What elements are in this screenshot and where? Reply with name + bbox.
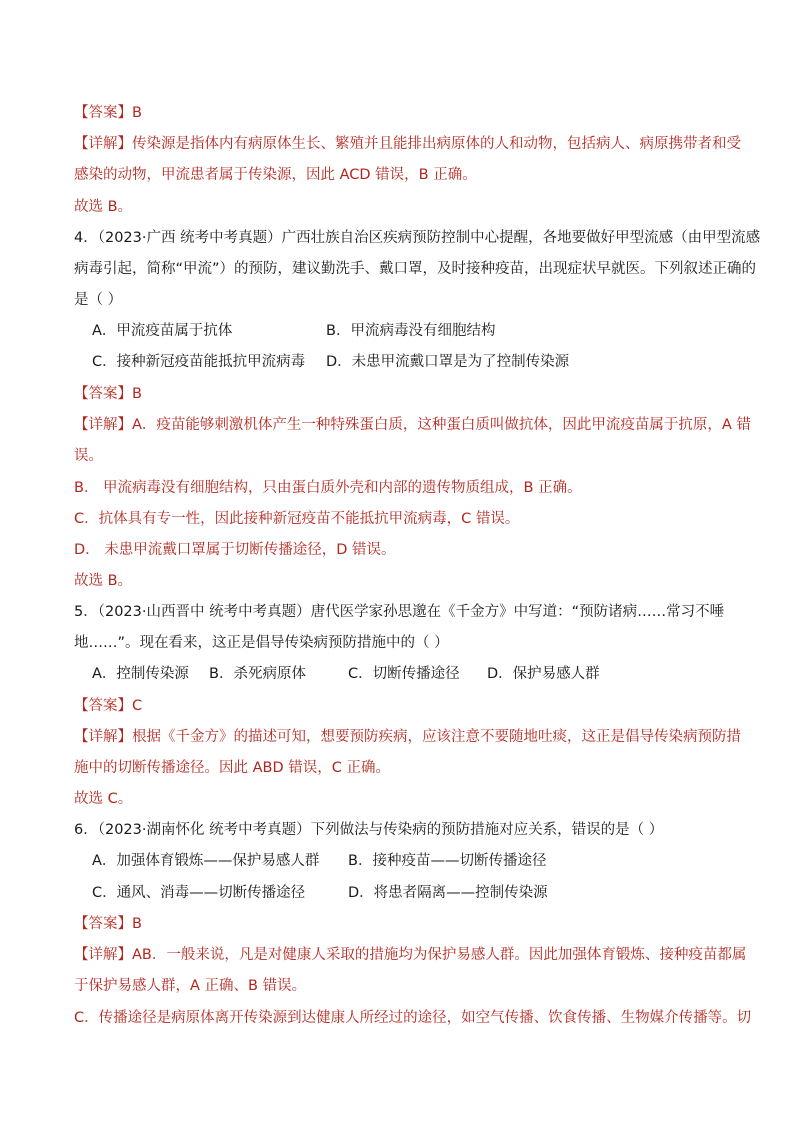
answer-value: B	[132, 105, 142, 121]
answer-value: B	[132, 916, 142, 932]
answer-tag: 【答案】	[74, 105, 132, 121]
detail-text: A．疫苗能够刺激机体产生一种特殊蛋白质，这种蛋白质叫做抗体，因此甲流疫苗属于抗原，A 错	[132, 417, 751, 433]
q4-option-d: D．未患甲流戴口罩是为了控制传染源	[326, 354, 570, 370]
q4-detail-b: B． 甲流病毒没有细胞结构，只由蛋白质外壳和内部的遗传物质组成，B 正确。	[74, 480, 582, 496]
q6-option-c: C．通风、消毒——切断传播途径	[92, 885, 306, 901]
answer-value: B	[132, 386, 142, 402]
q3-conclusion: 故选 B。	[74, 199, 133, 215]
q4-detail-line-1	[74, 415, 751, 435]
q6-option-d: D．将患者隔离——控制传染源	[348, 885, 548, 901]
detail-text: AB．一般来说，凡是对健康人采取的措施均为保护易感人群。因此加强体育锻炼、接种疫苗都属	[132, 947, 747, 963]
q4-conclusion: 故选 B。	[74, 573, 133, 589]
q5-option-c: C．切断传播途径	[348, 666, 460, 682]
q5-stem-line-1: 5．（2023·山西晋中 统考中考真题）唐代医学家孙思邈在《千金方》中写道：“预防诸病……常习不唾	[74, 604, 725, 620]
detail-tag: 【详解】	[74, 947, 132, 963]
detail-tag: 【详解】	[74, 417, 132, 433]
q4-stem-line-2: 病毒引起，简称“甲流”）的预防，建议勤洗手、戴口罩，及时接种疫苗，出现症状早就医。下列叙述正确的	[74, 261, 757, 277]
detail-tag: 【详解】	[74, 136, 132, 152]
q5-option-d: D．保护易感人群	[487, 666, 600, 682]
q5-conclusion: 故选 C。	[74, 791, 133, 807]
q4-stem-line-1: 4．（2023·广西 统考中考真题）广西壮族自治区疾病预防控制中心提醒，各地要做好甲型流感（由甲型流感	[74, 230, 761, 246]
q6-detail-line-2: 于保护易感人群，A 正确、B 错误。	[74, 978, 307, 994]
answer-tag: 【答案】	[74, 698, 132, 714]
q3-detail-line-2: 感染的动物，甲流患者属于传染源，因此 ACD 错误，B 正确。	[74, 167, 477, 183]
q5-detail-line-2: 施中的切断传播途径。因此 ABD 错误，C 正确。	[74, 760, 390, 776]
q6-stem-line-1: 6．（2023·湖南怀化 统考中考真题）下列做法与传染病的预防措施对应关系，错误的是（ ）	[74, 822, 664, 838]
q6-option-b: B．接种疫苗——切断传播途径	[348, 853, 547, 869]
answer-value: C	[132, 698, 143, 714]
answer-tag: 【答案】	[74, 386, 132, 402]
q4-option-b: B．甲流病毒没有细胞结构	[326, 323, 496, 339]
q6-option-a: A．加强体育锻炼——保护易感人群	[92, 853, 320, 869]
q4-detail-d: D． 未患甲流戴口罩属于切断传播途径，D 错误。	[74, 542, 396, 558]
q6-detail-c: C．传播途径是病原体离开传染源到达健康人所经过的途径，如空气传播、饮食传播、生物媒介传播等。切	[74, 1010, 752, 1026]
q3-detail-line-1	[74, 134, 741, 154]
detail-tag: 【详解】	[74, 729, 132, 745]
detail-text: 根据《千金方》的描述可知，想要预防疾病，应该注意不要随地吐痰，这正是倡导传染病预防措	[132, 729, 741, 745]
q4-option-c: C．接种新冠疫苗能抵抗甲流病毒	[92, 354, 306, 370]
q6-answer-line	[74, 914, 724, 934]
q5-answer-line	[74, 696, 724, 716]
q5-detail-line-1	[74, 727, 741, 747]
answer-tag: 【答案】	[74, 916, 132, 932]
q4-stem-line-3: 是（ ）	[74, 292, 123, 308]
q6-detail-line-1	[74, 945, 747, 965]
q5-option-b: B．杀死病原体	[209, 666, 306, 682]
q4-detail-c: C．抗体具有专一性，因此接种新冠疫苗不能抵抗甲流病毒，C 错误。	[74, 511, 520, 527]
q4-answer-line	[74, 384, 724, 404]
q3-answer-line	[74, 103, 724, 123]
q4-option-a: A．甲流疫苗属于抗体	[92, 323, 233, 339]
detail-text: 传染源是指体内有病原体生长、繁殖并且能排出病原体的人和动物，包括病人、病原携带者和受	[132, 136, 741, 152]
q4-detail-line-2: 误。	[74, 448, 103, 464]
q5-option-a: A．控制传染源	[92, 666, 189, 682]
q5-stem-line-2: 地……”。现在看来，这正是倡导传染病预防措施中的（ ）	[74, 635, 449, 651]
